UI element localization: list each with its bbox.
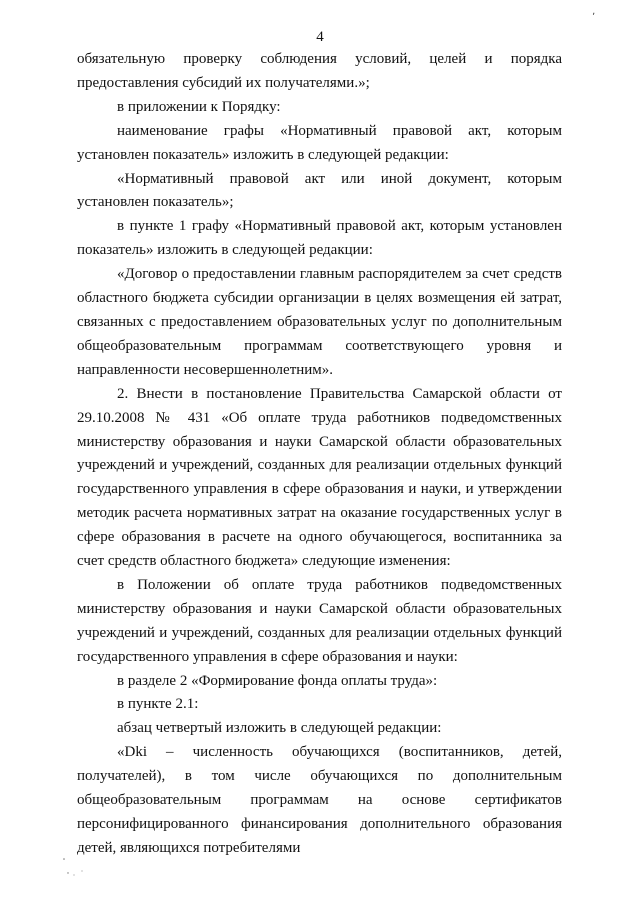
paragraph: в пункте 1 графу «Нормативный правовой акт, которым установлен показатель» изложить в следующей редакции: [77, 218, 562, 259]
paragraph: в разделе 2 «Формирование фонда оплаты труда»: [117, 672, 438, 689]
page-number: 4 [316, 29, 324, 45]
paragraph: абзац четвертый изложить в следующей редакции: [117, 720, 442, 737]
document-body [77, 48, 562, 861]
scan-specks [60, 855, 90, 885]
scan-speck: ٬ [592, 12, 596, 23]
paragraph: «Dki – численность обучающихся (воспитанников, детей, получателей), в том числе обучающихся по дополнительным общеобразовательным программам на основе сертификатов персонифицированного финансирования дополнительного образования детей, являющихся потребителями [77, 744, 562, 856]
paragraph: «Договор о предоставлении главным распорядителем за счет средств областного бюджета субсидии организации в целях возмещения ей затрат, связанных с предоставлением образовательных услуг по дополнительным общеобразовательным программам соответствующего уровня и направленности несовершеннолетним». [77, 266, 562, 378]
paragraph: 2. Внести в постановление Правительства Самарской области от 29.10.2008 № 431 «Об оплате труда работников подведомственных министерству образования и науки Самарской области образовательных учреждений и учреждений, созданных для реализации отдельных функций государственного управления в сфере образования и науки, и утверждении методик расчета нормативных затрат на оказание государственных услуг в сфере образования в расчете на одного обучающегося, воспитанника за счет средств областного бюджета» следующие изменения: [77, 385, 562, 570]
paragraph: в пункте 2.1: [117, 696, 199, 713]
paragraph: «Нормативный правовой акт или иной документ, которым установлен показатель»; [77, 170, 562, 211]
paragraph: обязательную проверку соблюдения условий, целей и порядка предоставления субсидий их получателями.»; [77, 51, 562, 91]
paragraph: в приложении к Порядку: [117, 98, 281, 115]
paragraph: в Положении об оплате труда работников подведомственных министерству образования и науки Самарской области образовательных учреждений и учреждений, созданных для реализации отдельных функций государственного управления в сфере образования и науки: [77, 576, 562, 665]
paragraph: наименование графы «Нормативный правовой акт, которым установлен показатель» изложить в следующей редакции: [77, 122, 562, 163]
